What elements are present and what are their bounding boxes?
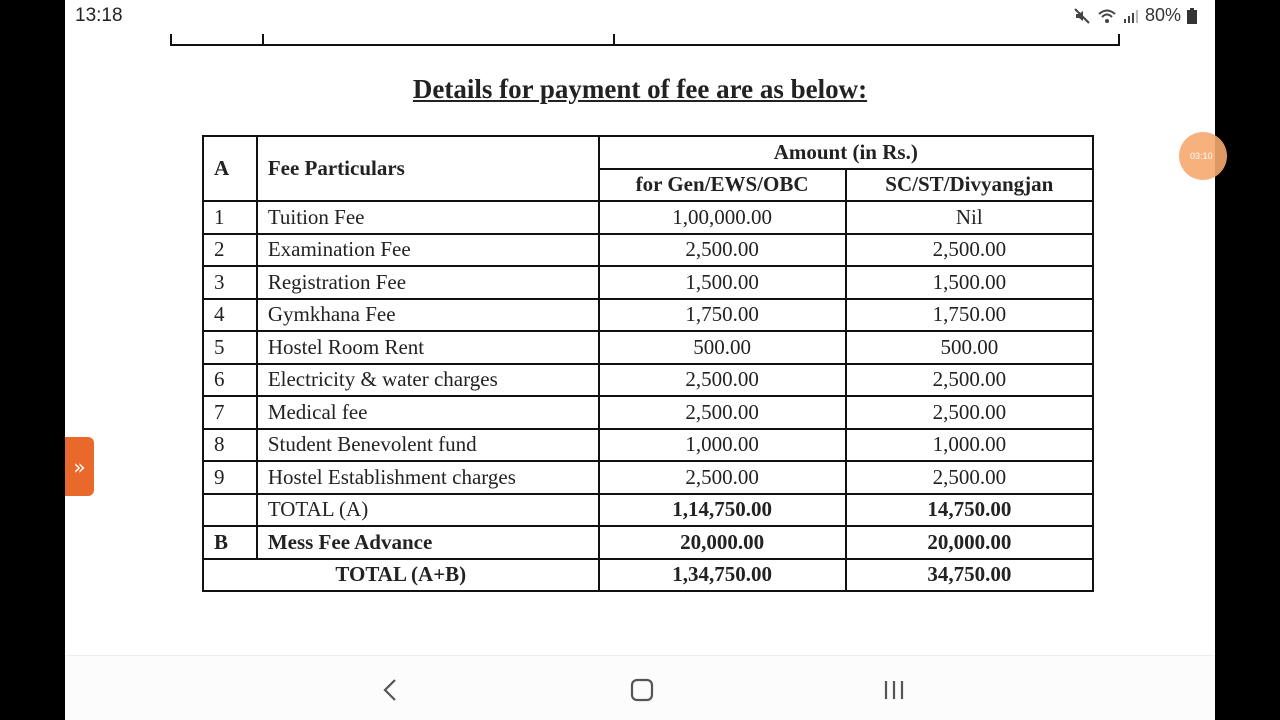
status-bar — [65, 0, 1215, 32]
row-gen-amount: 2,500.00 — [599, 461, 846, 494]
row-sc-amount: 2,500.00 — [846, 396, 1093, 429]
page-title: Details for payment of fee are as below: — [412, 74, 868, 104]
signal-icon — [1123, 8, 1139, 24]
wifi-icon — [1097, 7, 1117, 25]
row-index: 7 — [203, 396, 257, 429]
row-sc-amount: 2,500.00 — [846, 234, 1093, 267]
row-gen-amount: 2,500.00 — [599, 234, 846, 267]
recents-icon — [878, 674, 910, 706]
table-row — [203, 234, 1093, 267]
total-a-gen: 1,14,750.00 — [599, 494, 846, 527]
row-particular: Hostel Room Rent — [257, 331, 599, 364]
home-button[interactable] — [626, 674, 658, 706]
table-row — [203, 396, 1093, 429]
row-particular: Gymkhana Fee — [257, 299, 599, 332]
double-chevron-right-icon: » — [73, 454, 86, 479]
home-icon — [626, 674, 658, 706]
row-particular: Tuition Fee — [257, 201, 599, 234]
row-index: 1 — [203, 201, 257, 234]
mess-fee-sc: 20,000.00 — [846, 526, 1093, 559]
floating-recorder-bubble[interactable] — [1179, 132, 1227, 180]
status-icons — [1073, 5, 1197, 26]
total-ab-gen: 1,34,750.00 — [599, 559, 846, 592]
row-sc-amount: 1,500.00 — [846, 266, 1093, 299]
total-a-sc: 14,750.00 — [846, 494, 1093, 527]
table-row — [203, 299, 1093, 332]
mess-fee-row — [203, 526, 1093, 559]
table-row — [203, 364, 1093, 397]
row-sc-amount: 2,500.00 — [846, 461, 1093, 494]
row-index: 8 — [203, 429, 257, 462]
row-gen-amount: 2,500.00 — [599, 364, 846, 397]
row-gen-amount: 2,500.00 — [599, 396, 846, 429]
total-ab-row — [203, 559, 1093, 592]
total-a-label: TOTAL (A) — [257, 494, 599, 527]
header-gen: for Gen/EWS/OBC — [599, 169, 846, 202]
row-index: 5 — [203, 331, 257, 364]
navigation-bar — [65, 655, 1215, 720]
row-particular: Examination Fee — [257, 234, 599, 267]
total-ab-sc: 34,750.00 — [846, 559, 1093, 592]
table-row — [203, 201, 1093, 234]
row-sc-amount: 500.00 — [846, 331, 1093, 364]
header-sc: SC/ST/Divyangjan — [846, 169, 1093, 202]
recorder-timer: 03:10 — [1190, 151, 1213, 161]
row-index: 3 — [203, 266, 257, 299]
battery-icon — [1187, 8, 1197, 24]
battery-percent: 80% — [1144, 5, 1181, 25]
row-gen-amount: 1,750.00 — [599, 299, 846, 332]
table-row — [203, 461, 1093, 494]
mess-fee-gen: 20,000.00 — [599, 526, 846, 559]
mess-fee-label: Mess Fee Advance — [257, 526, 599, 559]
row-gen-amount: 1,000.00 — [599, 429, 846, 462]
header-amount: Amount (in Rs.) — [599, 136, 1093, 169]
row-index-empty — [203, 494, 257, 527]
row-gen-amount: 1,00,000.00 — [599, 201, 846, 234]
row-particular: Registration Fee — [257, 266, 599, 299]
table-row — [203, 266, 1093, 299]
mess-fee-index: B — [203, 526, 257, 559]
row-index: 2 — [203, 234, 257, 267]
table-row — [203, 429, 1093, 462]
row-particular: Medical fee — [257, 396, 599, 429]
document-viewer-screen — [65, 0, 1215, 720]
row-gen-amount: 1,500.00 — [599, 266, 846, 299]
row-index: 9 — [203, 461, 257, 494]
row-index: 6 — [203, 364, 257, 397]
table-header-row — [203, 136, 1093, 169]
mute-icon — [1073, 7, 1091, 25]
row-sc-amount: 1,750.00 — [846, 299, 1093, 332]
row-particular: Student Benevolent fund — [257, 429, 599, 462]
total-ab-label: TOTAL (A+B) — [203, 559, 599, 592]
recents-button[interactable] — [878, 674, 910, 706]
row-sc-amount: 2,500.00 — [846, 364, 1093, 397]
row-sc-amount: Nil — [846, 201, 1093, 234]
clock: 13:18 — [75, 5, 123, 26]
row-gen-amount: 500.00 — [599, 331, 846, 364]
expand-panel-tab[interactable] — [65, 437, 94, 496]
table-row — [203, 331, 1093, 364]
row-sc-amount: 1,000.00 — [846, 429, 1093, 462]
row-index: 4 — [203, 299, 257, 332]
row-particular: Electricity & water charges — [257, 364, 599, 397]
header-a: A — [203, 136, 257, 201]
fee-table — [202, 135, 1094, 592]
total-a-row — [203, 494, 1093, 527]
back-icon — [375, 674, 407, 706]
back-button[interactable] — [375, 674, 407, 706]
table-bottom-edge — [170, 34, 1120, 47]
header-particulars: Fee Particulars — [257, 136, 599, 201]
row-particular: Hostel Establishment charges — [257, 461, 599, 494]
